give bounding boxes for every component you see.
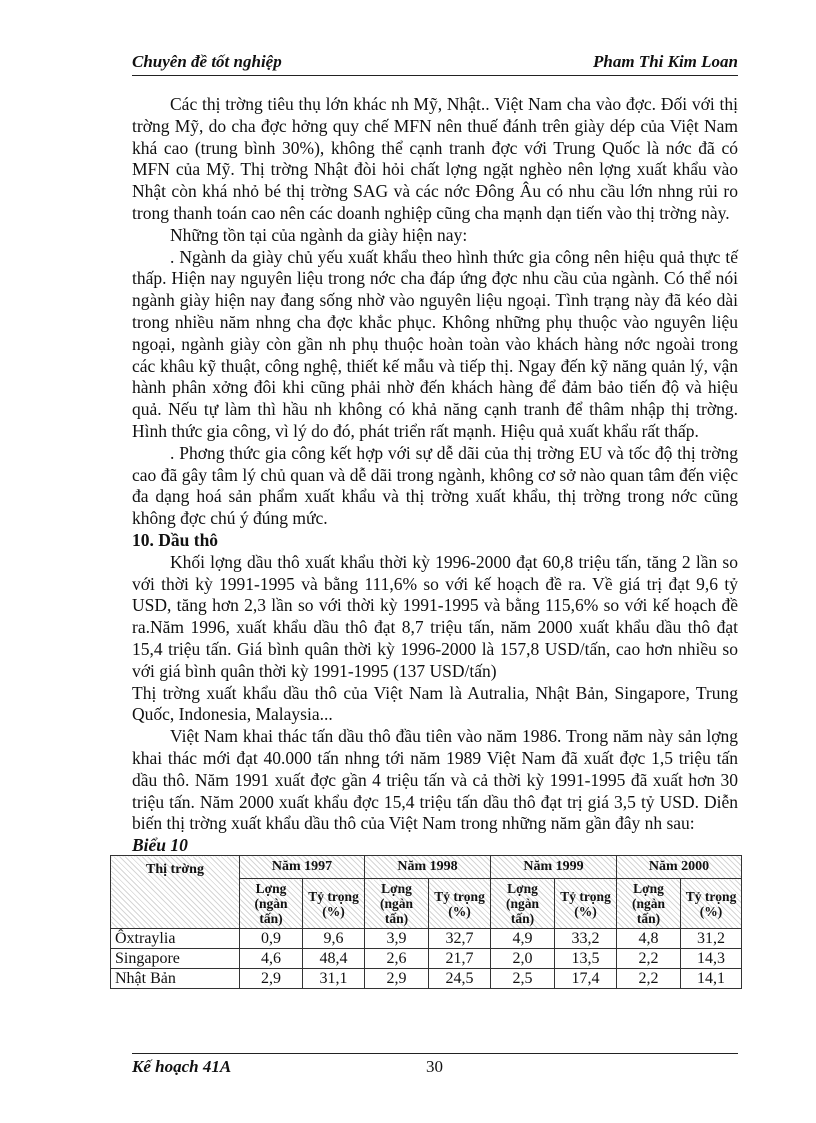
oil-export-table — [110, 855, 742, 989]
header-year-1999: Năm 1999 — [491, 856, 617, 879]
table-cell: 4,8 — [617, 929, 681, 949]
header-year-1997: Năm 1997 — [240, 856, 365, 879]
paragraph-oil-history: Việt Nam khai thác tấn dầu thô đầu tiên vào năm 1986. Trong năm này sản lợng khai thác mới đạt 40.000 tấn nhng tới năm 1989 Việt Nam đã xuất đợc 1,5 triệu tấn dầu thô. Năm 1991 xuất đợc gần 4 triệu tấn và cả thời kỳ 1991-1995 đã xuất hơn 30 triệu tấn. Năm 2000 xuất khẩu đợc 15,4 triệu tấn dầu thô đạt trị giá 3,5 tỷ USD. Diễn biến thị trờng xuất khẩu dầu thô của Việt Nam trong những năm gần đây nh sau: — [132, 726, 738, 834]
header-year-2000: Năm 2000 — [617, 856, 742, 879]
subheader-volume: Lợng (ngàn tấn) — [491, 879, 555, 929]
table-cell: 13,5 — [555, 949, 617, 969]
paragraph-other-markets: Các thị trờng tiêu thụ lớn khác nh Mỹ, Nhật.. Việt Nam cha vào đợc. Đối với thị trờng Mỹ, do cha đợc hởng quy chế MFN nên thuế đánh trên giày dép của Việt Nam khá cao (trung bình 30%), không thể cạnh tranh đợc với Trung Quốc là nớc đã có MFN của Mỹ. Thị trờng Nhật đòi hỏi chất lợng ngặt nghèo nên lợng xuất khẩu vào Nhật còn khá nhỏ bé thị trờng SAG và các nớc Đông Âu có nhu cầu lớn nhng rủi ro trong thanh toán cao nên các doanh nghiệp cũng cha mạnh dạn tiến vào thị trờng này. — [132, 94, 738, 223]
table-cell: 24,5 — [429, 969, 491, 989]
table-cell: 32,7 — [429, 929, 491, 949]
table-cell: 31,1 — [303, 969, 365, 989]
table-cell: 2,2 — [617, 949, 681, 969]
header-document-title: Chuyên đề tốt nghiệp — [132, 52, 282, 71]
table-cell: 2,0 — [491, 949, 555, 969]
table-cell: 4,6 — [240, 949, 303, 969]
table-row — [111, 969, 742, 989]
subheader-volume: Lợng (ngàn tấn) — [365, 879, 429, 929]
row-market-japan: Nhật Bản — [111, 969, 240, 989]
table-cell: 9,6 — [303, 929, 365, 949]
table-cell: 14,3 — [681, 949, 742, 969]
page-body — [115, 94, 738, 989]
table-cell: 21,7 — [429, 949, 491, 969]
subheader-volume: Lợng (ngàn tấn) — [617, 879, 681, 929]
section-heading-crude-oil: 10. Dầu thô — [132, 529, 219, 550]
paragraph-oil-markets: Thị trờng xuất khẩu dầu thô của Việt Nam là Autralia, Nhật Bản, Singapore, Trung Quốc, Indonesia, Malaysia... — [132, 682, 738, 725]
table-cell: 2,5 — [491, 969, 555, 989]
footer-class-label: Kế hoạch 41A — [132, 1057, 232, 1076]
table-cell: 17,4 — [555, 969, 617, 989]
table-cell: 2,6 — [365, 949, 429, 969]
subheader-share: Tỷ trọng (%) — [429, 879, 491, 929]
page-header — [132, 52, 738, 76]
row-market-australia: Ôxtraylia — [111, 929, 240, 949]
header-market: Thị trờng — [111, 856, 240, 929]
table-cell: 2,9 — [365, 969, 429, 989]
paragraph-issue-processing: . Ngành da giày chủ yếu xuất khẩu theo hình thức gia công nên hiệu quả thực tế thấp. Hiện nay nguyên liệu trong nớc cha đáp ứng đợc nhu cầu của ngành. Có thể nói ngành giày hiện nay đang sống nhờ vào nguyên liệu ngoại. Tình trạng này đã kéo dài trong nhiều năm nhng cha đợc khắc phục. Không những phụ thuộc vào nguyên liệu ngoại, ngành giày còn gần nh phụ thuộc hoàn toàn vào khách hàng nớc ngoài trong các khâu kỹ thuật, công nghệ, thiết kế mẫu và tiếp thị. Ngay đến kỹ năng quản lý, vận hành phân xởng đôi khi cũng phải nhờ đến khách hàng để đảm bảo tiến độ và hiệu quả. Nếu tự làm thì hầu nh không có khả năng cạnh tranh để thâm nhập thị trờng. Hình thức gia công, vì lý do đó, phát triển rất mạnh. Hiệu quả xuất khẩu rất thấp. — [132, 246, 738, 441]
paragraph-issue-complacency: . Phơng thức gia công kết hợp với sự dễ dãi của thị trờng EU và tốc độ thị trờng cao đã gây tâm lý chủ quan và dễ dãi trong ngành, không cơ sở nào quan tâm đến việc đa dạng hoá sản phẩm xuất khẩu và thị trờng xuất khẩu, thị trờng trong nớc cũng không đợc chú ý đúng mức. — [132, 442, 738, 529]
subheader-share: Tỷ trọng (%) — [681, 879, 742, 929]
subheader-share: Tỷ trọng (%) — [555, 879, 617, 929]
table-cell: 33,2 — [555, 929, 617, 949]
table-cell: 3,9 — [365, 929, 429, 949]
table-cell: 2,2 — [617, 969, 681, 989]
table-cell: 48,4 — [303, 949, 365, 969]
row-market-singapore: Singapore — [111, 949, 240, 969]
paragraph-oil-volume: Khối lợng dầu thô xuất khẩu thời kỳ 1996-2000 đạt 60,8 triệu tấn, tăng 2 lần so với thời kỳ 1991-1995 và bằng 111,6% so với kế hoạch đề ra. Về giá trị đạt 9,6 tỷ USD, tăng hơn 2,3 lần so với thời kỳ 1991-1995 và bằng 115,6% so với kế hoạch đề ra.Năm 1996, xuất khẩu dầu thô đạt 8,7 triệu tấn, năm 2000 xuất khẩu dầu thô đạt 15,4 triệu tấn. Giá bình quân thời kỳ 1996-2000 là 157,8 USD/tấn, cao hơn nhiều so với giá bình quân thời kỳ 1991-1995 (137 USD/tấn) — [132, 551, 738, 681]
table-cell: 2,9 — [240, 969, 303, 989]
subheader-share: Tỷ trọng (%) — [303, 879, 365, 929]
table-caption: Biểu 10 — [132, 835, 188, 856]
page-number: 30 — [426, 1057, 443, 1076]
header-divider — [132, 75, 738, 76]
table-cell: 4,9 — [491, 929, 555, 949]
header-year-1998: Năm 1998 — [365, 856, 491, 879]
table-cell: 14,1 — [681, 969, 742, 989]
footer-divider — [132, 1053, 738, 1054]
table-row — [111, 949, 742, 969]
paragraph-issues-intro: Những tồn tại của ngành da giày hiện nay: — [170, 224, 468, 245]
header-author: Pham Thi Kim Loan — [593, 52, 738, 71]
page-footer — [132, 1057, 738, 1081]
subheader-volume: Lợng (ngàn tấn) — [240, 879, 303, 929]
table-cell: 0,9 — [240, 929, 303, 949]
table-row — [111, 929, 742, 949]
table-cell: 31,2 — [681, 929, 742, 949]
